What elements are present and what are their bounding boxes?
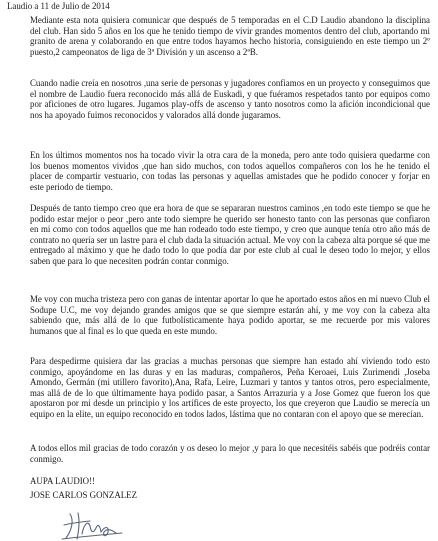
paragraph-7: A todos ellos mil gracias de todo corazón y os deseo lo mejor ,y para lo que necesitéis sabéis que podréis contar conmigo. bbox=[30, 443, 430, 464]
paragraph-3: En los últimos momentos nos ha tocado vivir la otra cara de la moneda, pero ante todo quisiera quedarme con los buenos momentos vividos ,que han sido muchos, con todos aquellos compañeros con los he he tenido el placer de compartir vestuario, con todas las personas y aquellas amistades que he podido conocer y forjar en este periodo de tiempo. bbox=[30, 150, 430, 192]
handwritten-signature bbox=[60, 508, 130, 541]
closing-line: AUPA LAUDIO!! bbox=[30, 476, 96, 486]
paragraph-4: Después de tanto tiempo creo que era hora de que se separaran nuestros caminos ,en todo este tiempo se que he podido estar mejor o peor ,pero ante todo siempre he querido ser honesto tanto con las personas que confiaron en mi como con todos aquellos que me han rodeado todo este tiempo, y creo que aunque tenía otro año más de contrato no quería ser un lastre para el club dada la situación actual. Me voy con la cabeza alta porque sé que me entregado al máximo y que he dado todo lo que podía dar por este club al cual le deseo todo lo mejor, y ellos saben que para lo que necesiten podrán contar conmigo. bbox=[30, 203, 430, 266]
paragraph-1: Mediante esta nota quisiera comunicar que después de 5 temporadas en el C.D Laudio abandono la disciplina del club. Han sido 5 años en los que he tenido tiempo de vivir grandes momentos dentro del club, aportando mi granito de arena y colaborando en que entre todos hayamos hecho historia, consiguiendo en este tiempo un 2º puesto,2 campeonatos de liga de 3ª División y un ascenso a 2ªB. bbox=[30, 15, 430, 57]
signer-name: JOSE CARLOS GONZALEZ bbox=[30, 490, 137, 500]
paragraph-6: Para despedirme quisiera dar las gracias a muchas personas que siempre han estado ahí viviendo todo esto conmigo, apoyándome en las duras y en las maduras, compañeros, Peña Keroaei, Luis Zurimendi ,Joseba Amondo, Germán (mi utillero favorito),Ana, Rafa, Leire, Luzmari y tantos y tantos otros, pero especialmente, mas allá de de lo que últimamente haya podido pasar, a Santos Arrazuria y a Jose Gomez que fueron los que apostaron por mi desde un principio y los artífices de este proyecto, los que creyeron que Laudio se merecía un equipo en la elite, un equipo reconocido en todos lados, lástima que no contaran con el apoyo que se merecían. bbox=[30, 356, 430, 419]
paragraph-5: Me voy con mucha tristeza pero con ganas de intentar aportar lo que he aportado estos años en mi nuevo Club el Sodupe U.C, me voy dejando grandes amigos que se que siempre estarán ahí, y me voy con la cabeza alta sabiendo que, más allá de lo que futbolísticamente haya podido aportar, se me recuerde por mis valores humanos que al final es lo que queda en este mundo. bbox=[30, 294, 430, 336]
paragraph-2: Cuando nadie creía en nosotros ,una serie de personas y jugadores confiamos en un proyecto y conseguimos que el nombre de Laudio fuera reconocido más allá de Euskadi, y que fuéramos respetados tanto por equipos como por aficiones de otro lugares. Jugamos play-offs de ascenso y tanto nosotros como la afición incondicional que nos ha apoyado fuimos reconocidos y valorados allá donde jugaramos. bbox=[30, 78, 430, 120]
date-line: Laudio a 11 de Julio de 2014 bbox=[7, 1, 110, 11]
